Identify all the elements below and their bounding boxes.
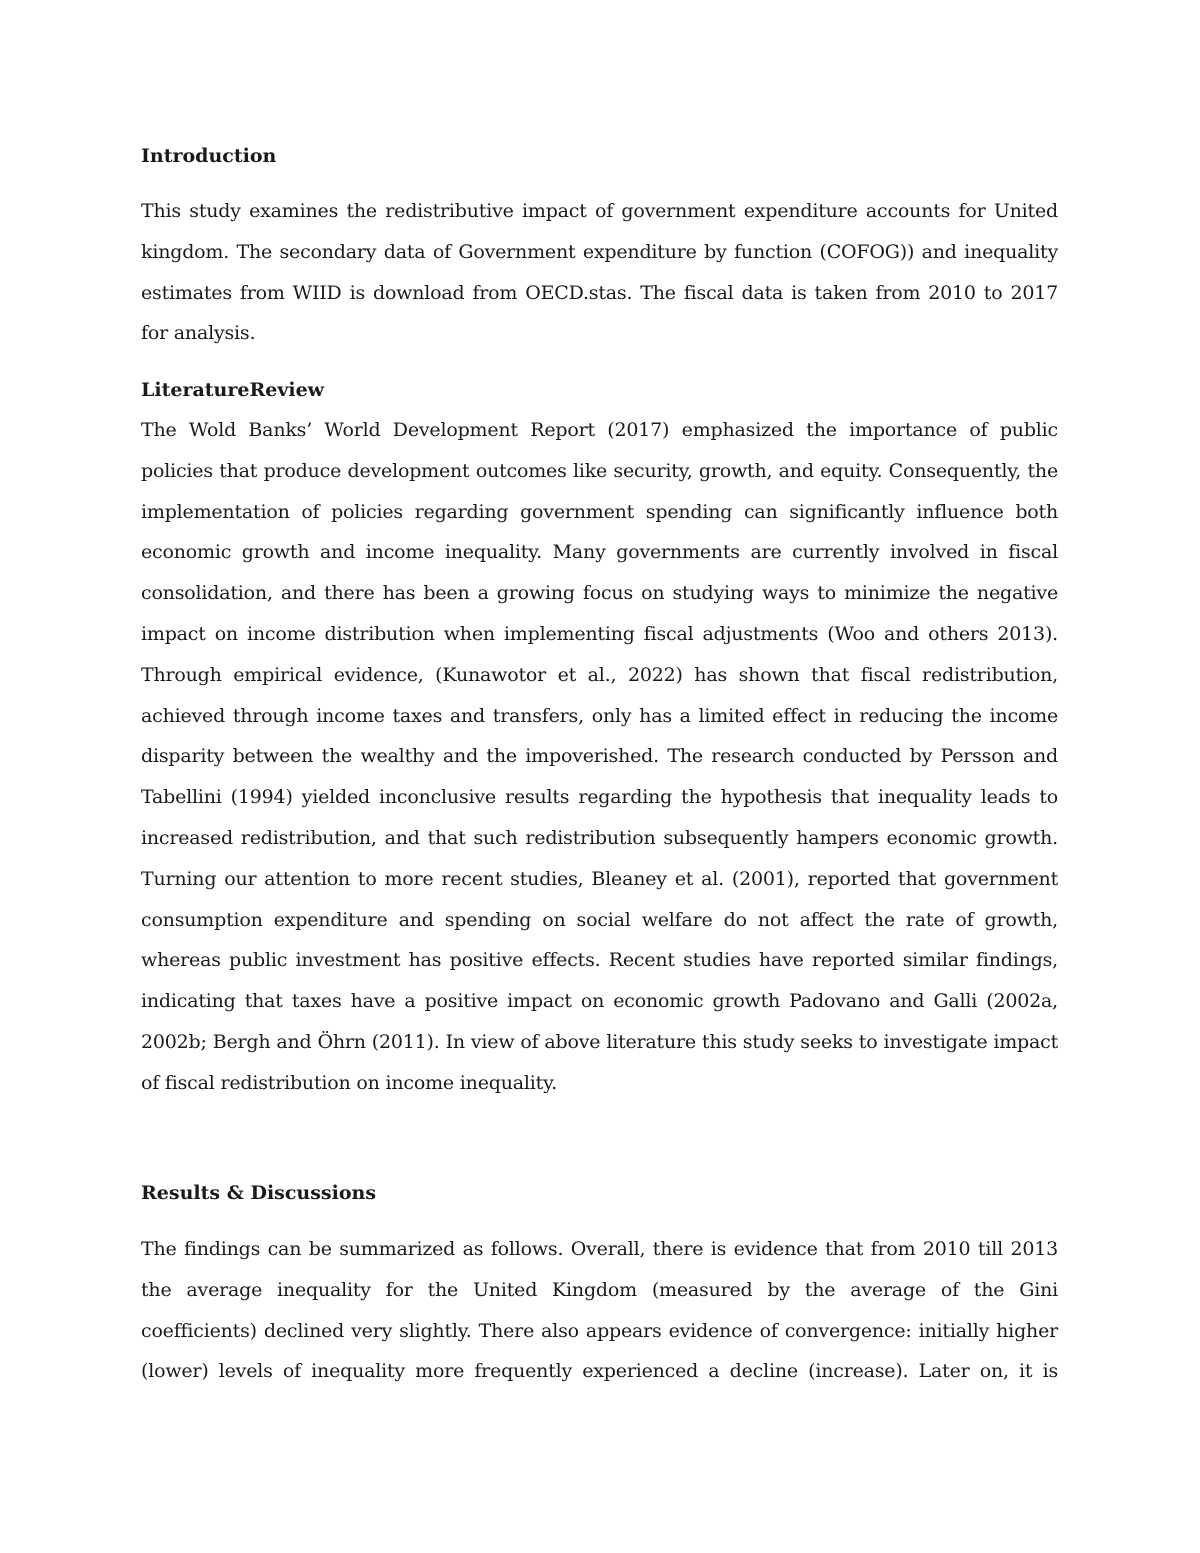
text-line: 2002b; Bergh and Öhrn (2011). In view of above literature this study seeks to investigate impact [141,1030,1058,1053]
text-line: The Wold Banks’ World Development Report (2017) emphasized the importance of public [141,419,1058,441]
introduction-heading: Introduction [141,145,277,167]
text-line: the average inequality for the United Kingdom (measured by the average of the Gini [141,1278,1058,1301]
text-line: achieved through income taxes and transfers, only has a limited effect in reducing the income [141,704,1058,727]
text-line: implementation of policies regarding government spending can significantly influence both [141,500,1058,523]
literature-review-heading: LiteratureReview [141,379,325,401]
text-line: estimates from WIID is download from OECD.stas. The fiscal data is taken from 2010 to 2017 [141,281,1058,304]
text-line: disparity between the wealthy and the impoverished. The research conducted by Persson and [141,745,1058,768]
results-paragraph [141,1229,1058,1392]
text-line: (lower) levels of inequality more frequently experienced a decline (increase). Later on, it is [141,1360,1058,1383]
text-line: whereas public investment has positive effects. Recent studies have reported similar findings, [141,949,1058,972]
text-line: increased redistribution, and that such redistribution subsequently hampers economic growth. [141,826,1058,849]
text-line: The findings can be summarized as follows. Overall, there is evidence that from 2010 till 2013 [141,1238,1058,1260]
text-line: coefficients) declined very slightly. There also appears evidence of convergence: initially higher [141,1319,1058,1342]
literature-review-paragraph [141,410,1058,1104]
text-line: Tabellini (1994) yielded inconclusive results regarding the hypothesis that inequality leads to [141,786,1058,809]
text-line: consumption expenditure and spending on social welfare do not affect the rate of growth, [141,908,1058,931]
text-line: Through empirical evidence, (Kunawotor et al., 2022) has shown that fiscal redistribution, [141,663,1058,686]
text-line: impact on income distribution when implementing fiscal adjustments (Woo and others 2013). [141,622,1058,645]
text-line: kingdom. The secondary data of Government expenditure by function (COFOG)) and inequality [141,240,1058,263]
text-line: Turning our attention to more recent studies, Bleaney et al. (2001), reported that government [141,867,1058,890]
results-heading: Results & Discussions [141,1182,377,1204]
text-line: indicating that taxes have a positive impact on economic growth Padovano and Galli (2002a, [141,990,1058,1013]
text-line: of fiscal redistribution on income inequality. [141,1071,557,1094]
text-line: economic growth and income inequality. Many governments are currently involved in fiscal [141,541,1058,564]
text-line: consolidation, and there has been a growing focus on studying ways to minimize the negative [141,582,1058,605]
text-line: This study examines the redistributive impact of government expenditure accounts for United [141,200,1058,222]
text-line: for analysis. [141,322,256,345]
introduction-paragraph [141,191,1058,354]
text-line: policies that produce development outcomes like security, growth, and equity. Consequently, the [141,459,1058,482]
